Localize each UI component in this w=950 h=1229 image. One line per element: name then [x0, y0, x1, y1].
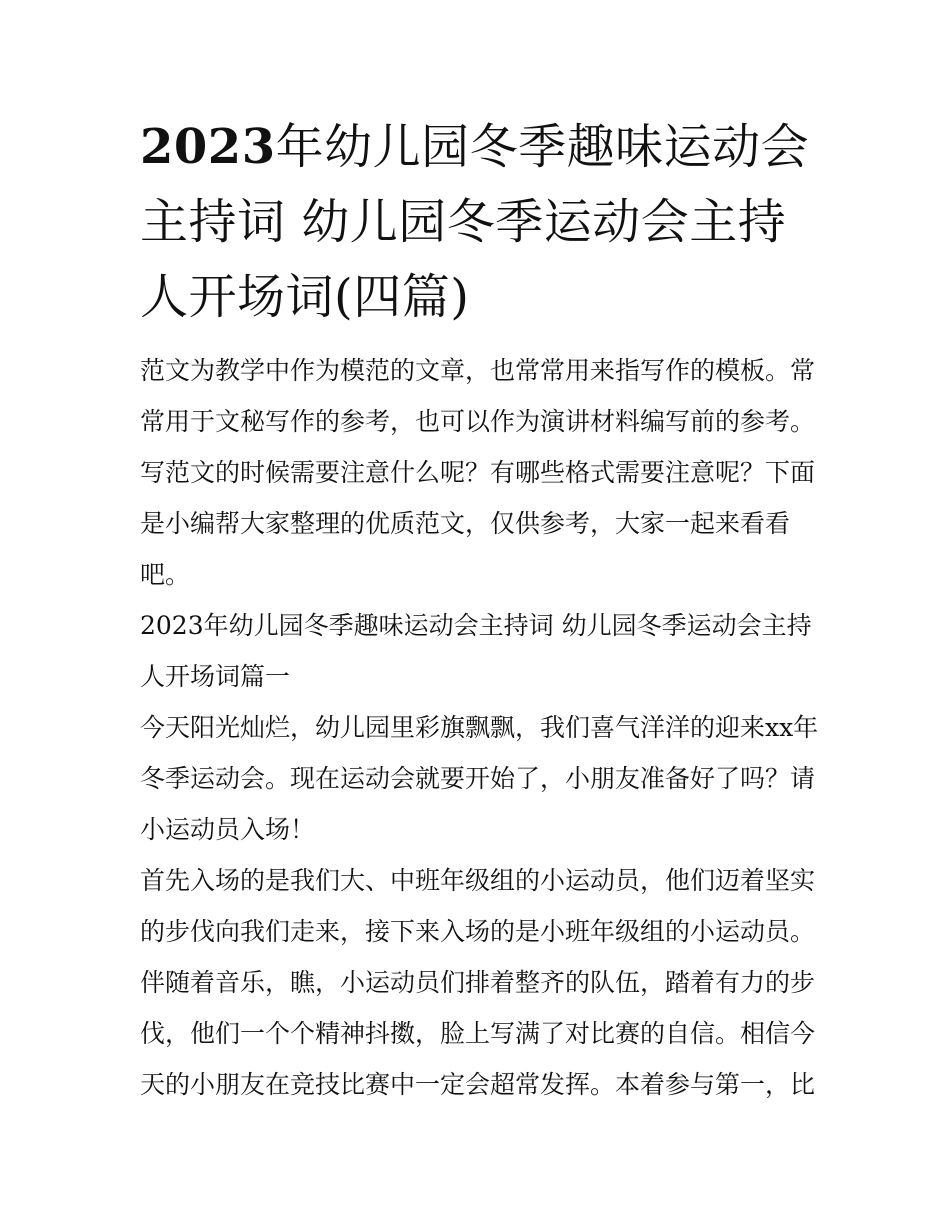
section-heading: 2023年幼儿园冬季趣味运动会主持词 幼儿园冬季运动会主持人开场词篇一	[140, 611, 812, 691]
body-paragraph: 今天阳光灿烂，幼儿园里彩旗飘飘，我们喜气洋洋的迎来xx年冬季运动会。现在运动会就要开始了，小朋友准备好了吗？请小运动员入场！	[140, 713, 819, 844]
title-text: 年幼儿园冬季趣味运动会主持词 幼儿园冬季运动会主持人开场词(四篇)	[140, 119, 810, 325]
intro-paragraph: 范文为教学中作为模范的文章，也常常用来指写作的模板。常常用于文秘写作的参考，也可以作为演讲材料编写前的参考。写范文的时候需要注意什么呢？有哪些格式需要注意呢？下面是小编帮大家整理的优质范文，仅供参考，大家一起来看看吧。	[140, 356, 816, 589]
body-paragraph: 首先入场的是我们大、中班年级组的小运动员，他们迈着坚实的步伐向我们走来，接下来入场的是小班年级组的小运动员。伴随着音乐，瞧，小运动员们排着整齐的队伍，踏着有力的步伐，他们一个个精神抖擞，脸上写满了对比赛的自信。相信今天的小朋友在竞技比赛中一定会超常发挥。本着参与第一，比	[140, 866, 816, 1099]
document-content	[140, 110, 820, 1110]
title-year: 2023	[140, 119, 276, 175]
document-title	[140, 110, 820, 335]
